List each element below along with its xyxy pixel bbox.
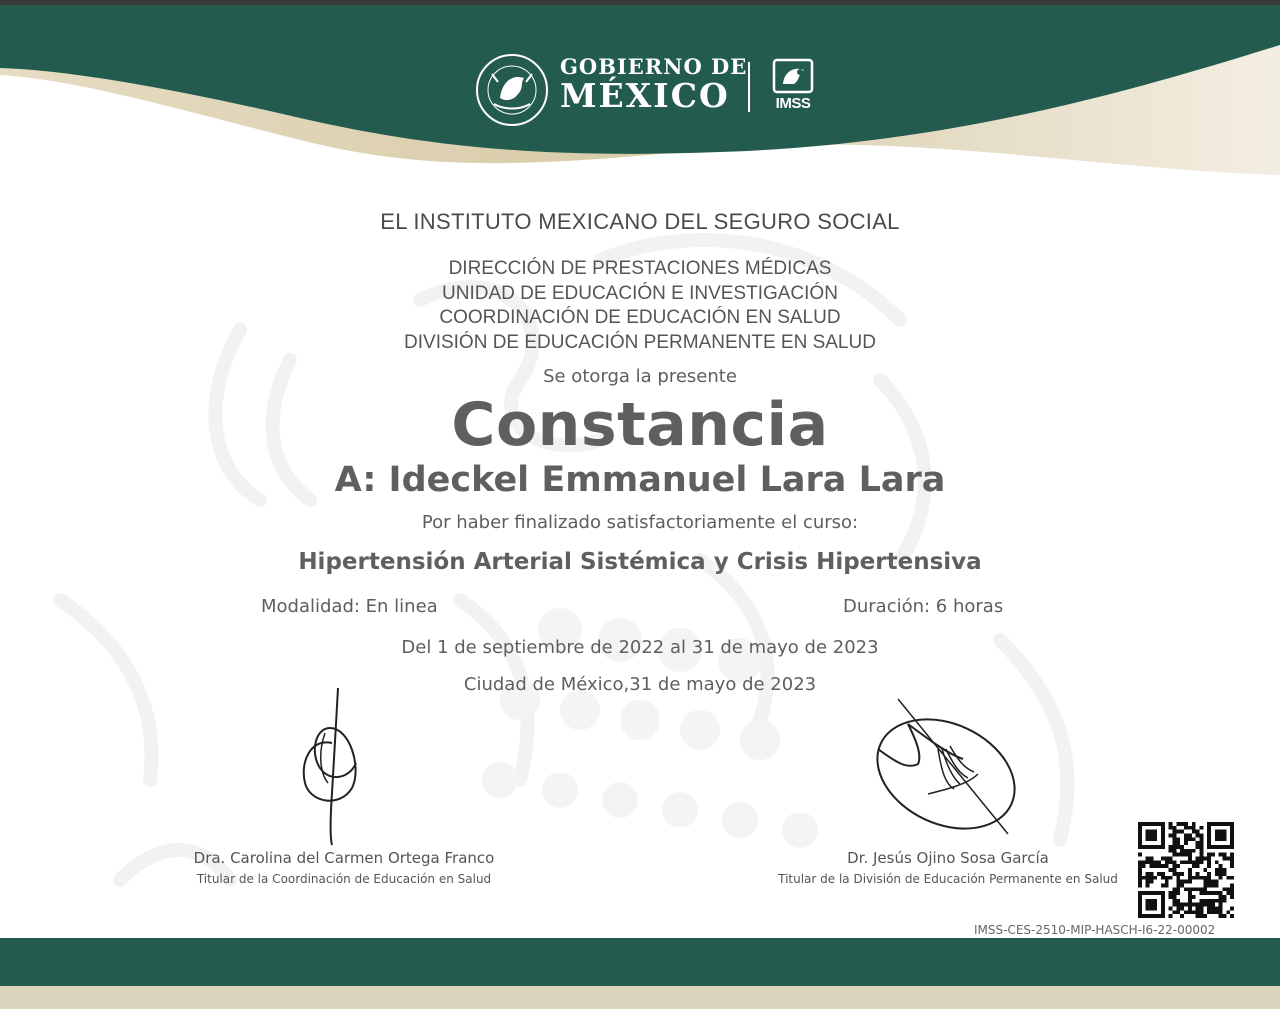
signature-1 — [290, 683, 380, 848]
imss-eagle-icon — [770, 58, 816, 96]
completion-text: Por haber finalizado satisfactoriamente el curso: — [421, 512, 859, 533]
footer-stripe — [0, 986, 1280, 1009]
department-line: DIVISIÓN DE EDUCACIÓN PERMANENTE EN SALUD — [404, 332, 876, 354]
logo-separator — [748, 62, 750, 112]
imss-label: IMSS — [775, 95, 811, 112]
signer-2-role: Titular de la División de Educación Permanente en Salud — [778, 872, 1118, 886]
recipient-name: A: Ideckel Emmanuel Lara Lara — [334, 460, 946, 500]
department-list — [0, 257, 1280, 356]
date-range: Del 1 de septiembre de 2022 al 31 de mayo de 2023 — [401, 637, 879, 658]
gov-logo-text — [560, 54, 748, 115]
department-line: COORDINACIÓN DE EDUCACIÓN EN SALUD — [439, 307, 841, 329]
coat-of-arms-icon — [472, 52, 552, 128]
gov-line1: GOBIERNO DE — [560, 54, 748, 79]
duration: Duración: 6 horas — [843, 596, 1004, 617]
signature-2 — [868, 694, 1028, 839]
institution-name: EL INSTITUTO MEXICANO DEL SEGURO SOCIAL — [380, 209, 900, 234]
gov-line2: MÉXICO — [560, 76, 730, 115]
verification-code: IMSS-CES-2510-MIP-HASCH-I6-22-00002 — [974, 923, 1216, 937]
place-date: Ciudad de México,31 de mayo de 2023 — [463, 674, 817, 695]
modality: Modalidad: En linea — [261, 596, 438, 617]
qr-code-icon — [1138, 822, 1234, 918]
department-line: DIRECCIÓN DE PRESTACIONES MÉDICAS — [448, 258, 832, 279]
signer-1-name: Dra. Carolina del Carmen Ortega Franco — [193, 849, 495, 867]
course-name: Hipertensión Arterial Sistémica y Crisis Hipertensiva — [298, 549, 982, 575]
certificate-title: Constancia — [451, 390, 829, 460]
department-line: UNIDAD DE EDUCACIÓN E INVESTIGACIÓN — [442, 282, 838, 304]
footer-bar — [0, 938, 1280, 986]
signer-1-role: Titular de la Coordinación de Educación en Salud — [196, 872, 492, 886]
otorga-text: Se otorga la presente — [543, 366, 737, 387]
signer-2-name: Dr. Jesús Ojino Sosa García — [847, 849, 1049, 867]
